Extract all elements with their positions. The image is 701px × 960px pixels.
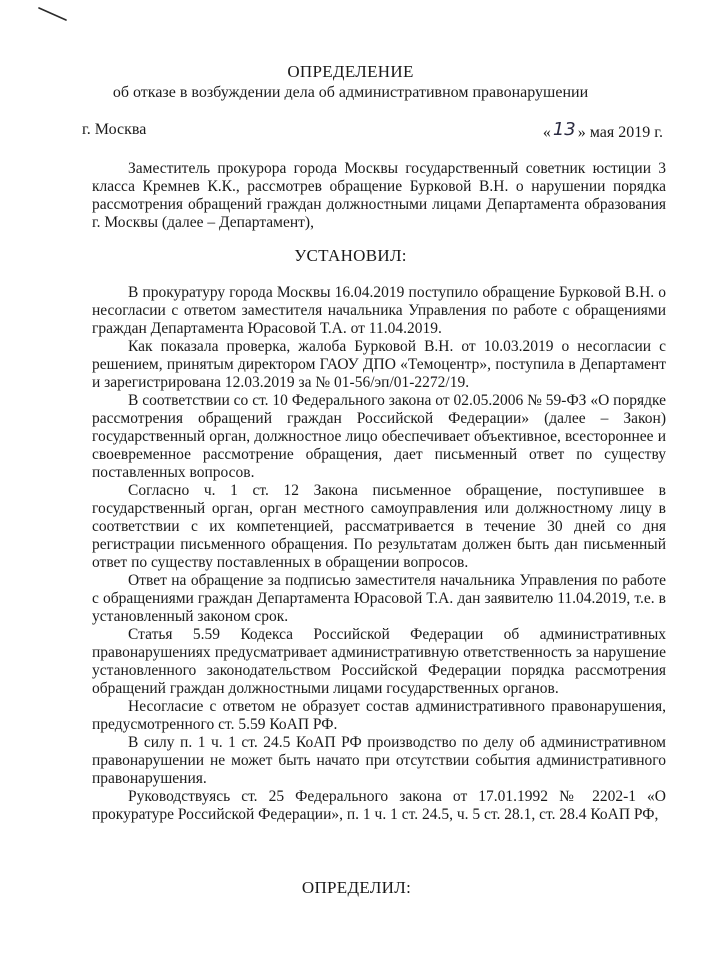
pen-stroke-mark bbox=[38, 6, 68, 22]
date-prefix: « bbox=[542, 124, 551, 141]
document-subtitle: об отказе в возбуждении дела об административном правонарушении bbox=[112, 84, 589, 101]
paragraph: В прокуратуру города Москвы 16.04.2019 поступило обращение Бурковой В.Н. о несогласии с ответом заместителя начальника Управления по работе с обращениями граждан Департамента Юрасовой Т.А. от 11.04.2019. bbox=[92, 284, 666, 337]
body-paragraphs bbox=[92, 284, 666, 824]
paragraph: В силу п. 1 ч. 1 ст. 24.5 КоАП РФ производство по делу об административном правонарушении не может быть начато при отсутствии события административного правонарушения. bbox=[92, 734, 666, 787]
paragraph: Ответ на обращение за подписью заместителя начальника Управления по работе с обращениями граждан Департамента Юрасовой Т.А. дан заявителю 11.04.2019, т.е. в установленный законом срок. bbox=[92, 572, 666, 625]
document-city: г. Москва bbox=[82, 121, 147, 138]
paragraph: Согласно ч. 1 ст. 12 Закона письменное обращение, поступившее в государственный орган, орган местного самоуправления или должностному лицу в соответствии с их компетенцией, рассматривается в течение 30 дней со дня регистрации письменного обращения. По результатам должен быть дан письменный ответ по существу поставленных в обращении вопросов. bbox=[92, 482, 666, 571]
heading-established: УСТАНОВИЛ: bbox=[294, 246, 407, 265]
date-suffix: » мая 2019 г. bbox=[577, 124, 663, 141]
paragraph: Руководствуясь ст. 25 Федерального закона от 17.01.1992 № 2202-1 «О прокуратуре Российской Федерации», п. 1 ч. 1 ст. 24.5, ч. 5 ст. 28.1, ст. 28.4 КоАП РФ, bbox=[92, 788, 666, 823]
paragraph: В соответствии со ст. 10 Федерального закона от 02.05.2006 № 59-ФЗ «О порядке рассмотрения обращений граждан Российской Федерации» (далее – Закон) государственный орган, должностное лицо обеспечивает объективное, всестороннее и своевременное рассмотрение обращения, дает письменный ответ по существу поставленных вопросов. bbox=[92, 392, 666, 481]
paragraph: Несогласие с ответом не образует состав административного правонарушения, предусмотренного ст. 5.59 КоАП РФ. bbox=[92, 698, 666, 733]
intro-paragraph: Заместитель прокурора города Москвы государственный советник юстиции 3 класса Кремнев К.К., рассмотрев обращение Бурковой В.Н. о нарушении порядка рассмотрения обращений граждан должностными лицами Департамента образования г. Москвы (далее – Департамент), bbox=[92, 160, 666, 231]
document-title: ОПРЕДЕЛЕНИЕ bbox=[287, 62, 414, 81]
document-date bbox=[543, 121, 663, 142]
paragraph: Как показала проверка, жалоба Бурковой В.Н. от 10.03.2019 о несогласии с решением, принятым директором ГАОУ ДПО «Темоцентр», поступила в Департамент и зарегистрирована 12.03.2019 за № 01-56/эп/01-2272/19. bbox=[92, 338, 666, 391]
paragraph: Статья 5.59 Кодекса Российской Федерации об административных правонарушениях предусматривает административную ответственность за нарушение установленного законодательством Российской Федерации порядка рассмотрения обращений граждан должностными лицами государственных органов. bbox=[92, 626, 666, 697]
heading-determined: ОПРЕДЕЛИЛ: bbox=[301, 878, 412, 897]
handwritten-day: 13 bbox=[552, 119, 576, 140]
